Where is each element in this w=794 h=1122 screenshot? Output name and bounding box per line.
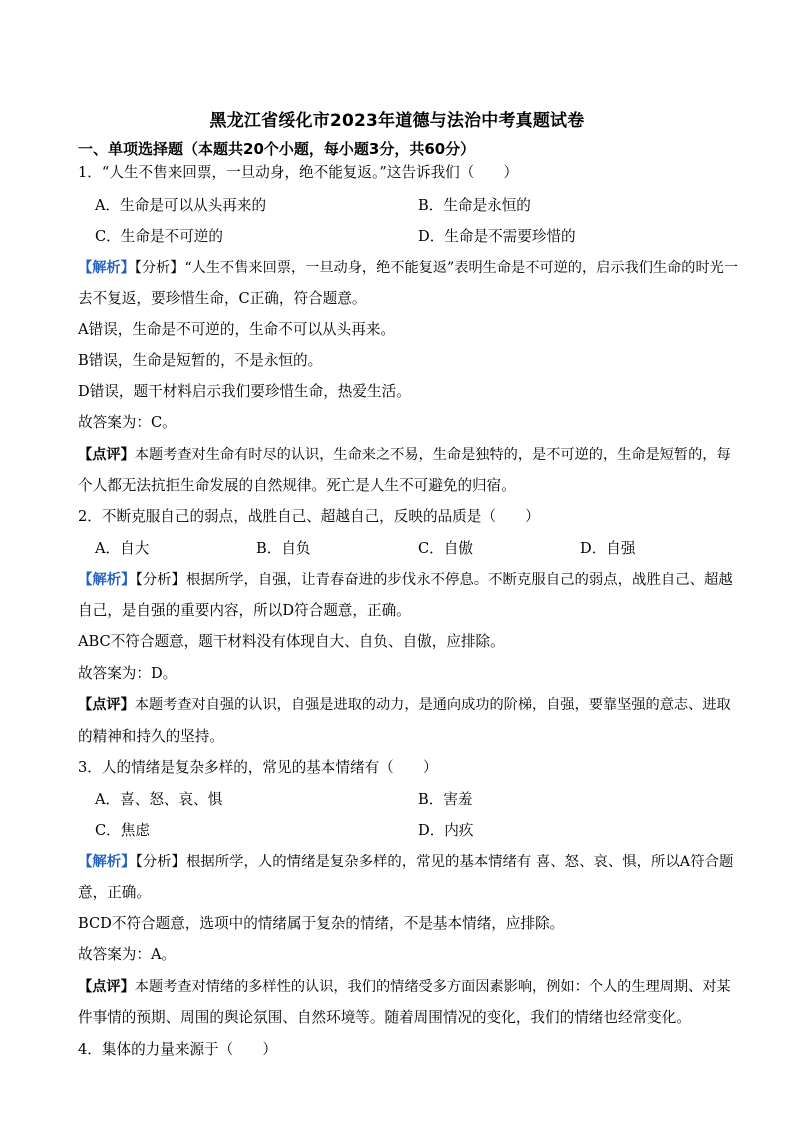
q3-option-d: D．内疚 bbox=[418, 822, 474, 839]
question-1-stem: 1．“人生不售来回票，一旦动身，绝不能复返。”这告诉我们（ ） bbox=[78, 164, 519, 181]
q2-option-b: B．自负 bbox=[256, 540, 311, 557]
q1-analysis-line-3: A错误，生命是不可逆的，生命不可以从头再来。 bbox=[78, 321, 396, 338]
q1-analysis-line-2: 去不复返，要珍惜生命，C正确，符合题意。 bbox=[78, 290, 367, 307]
q1-analysis-line-1: 【解析】【分析】“人生不售来回票，一旦动身，绝不能复返”表明生命是不可逆的，启示我们生命的时光一 bbox=[78, 260, 739, 276]
analysis-tag: 【解析】 bbox=[78, 260, 135, 276]
q2-comment-line-2: 的精神和持久的坚持。 bbox=[78, 728, 224, 745]
section-heading: 一、单项选择题（本题共20个小题，每小题3分，共60分） bbox=[78, 140, 476, 158]
q3-option-b: B．害羞 bbox=[418, 791, 473, 808]
question-4-stem: 4．集体的力量来源于（ ） bbox=[78, 1041, 278, 1058]
comment-tag: 【点评】 bbox=[78, 979, 135, 995]
q1-option-a: A．生命是可以从头再来的 bbox=[95, 197, 267, 214]
q1-answer: 故答案为：C。 bbox=[78, 414, 177, 431]
q1-comment-line-1: 【点评】本题考查对生命有时尽的认识，生命来之不易，生命是独特的，是不可逆的，生命是短暂的，每 bbox=[78, 447, 731, 463]
q2-analysis-line-3: ABC不符合题意，题干材料没有体现自大、自负、自傲，应排除。 bbox=[78, 633, 505, 650]
analysis-tag: 【解析】 bbox=[78, 571, 136, 588]
analysis-tag: 【解析】 bbox=[78, 853, 136, 870]
q2-comment-line-1: 【点评】本题考查对自强的认识，自强是进取的动力，是通向成功的阶梯，自强，要靠坚强的意志、进取 bbox=[78, 697, 731, 713]
q3-option-c: C．焦虑 bbox=[95, 822, 150, 839]
q2-analysis-line-1: 【解析】【分析】根据所学，自强，让青春奋进的步伐永不停息。不断克服自己的弱点，战胜自己、超越 bbox=[78, 571, 733, 588]
q1-comment-line-2: 个人都无法抗拒生命发展的自然规律。死亡是人生不可避免的归宿。 bbox=[78, 477, 516, 494]
comment-tag: 【点评】 bbox=[78, 697, 135, 713]
q1-analysis-line-4: B错误，生命是短暂的，不是永恒的。 bbox=[78, 352, 323, 369]
q1-option-c: C．生命是不可逆的 bbox=[95, 228, 223, 245]
document-title: 黑龙江省绥化市2023年道德与法治中考真题试卷 bbox=[209, 111, 585, 131]
q1-option-d: D．生命是不需要珍惜的 bbox=[418, 228, 576, 245]
q3-comment-line-2: 件事情的预期、周围的舆论氛围、自然环境等。随着周围情况的变化，我们的情绪也经常变化。 bbox=[78, 1009, 691, 1026]
q3-answer: 故答案为：A。 bbox=[78, 946, 177, 963]
q1-analysis-line-5: D错误，题干材料启示我们要珍惜生命，热爱生活。 bbox=[78, 383, 411, 400]
question-2-stem: 2．不断克服自己的弱点，战胜自己、超越自己，反映的品质是（ ） bbox=[78, 508, 540, 525]
question-3-stem: 3．人的情绪是复杂多样的，常见的基本情绪有（ ） bbox=[78, 759, 438, 776]
q3-analysis-line-2: 意，正确。 bbox=[78, 884, 151, 901]
q2-option-a: A．自大 bbox=[95, 540, 150, 557]
q2-answer: 故答案为：D。 bbox=[78, 665, 178, 682]
q3-option-a: A．喜、怒、哀、惧 bbox=[95, 791, 223, 808]
q3-comment-line-1: 【点评】本题考查对情绪的多样性的认识，我们的情绪受多方面因素影响，例如：个人的生理周期、对某 bbox=[78, 979, 731, 995]
q2-analysis-line-2: 自己，是自强的重要内容，所以D符合题意，正确。 bbox=[78, 602, 411, 619]
comment-tag: 【点评】 bbox=[78, 447, 135, 463]
q3-analysis-line-3: BCD不符合题意，选项中的情绪属于复杂的情绪，不是基本情绪，应排除。 bbox=[78, 915, 565, 932]
q1-option-b: B．生命是永恒的 bbox=[418, 197, 531, 214]
q3-analysis-line-1: 【解析】【分析】根据所学，人的情绪是复杂多样的，常见的基本情绪有 喜、怒、哀、惧，所以A符合题 bbox=[78, 853, 734, 870]
q2-option-c: C．自傲 bbox=[418, 540, 473, 557]
q2-option-d: D．自强 bbox=[580, 540, 636, 557]
